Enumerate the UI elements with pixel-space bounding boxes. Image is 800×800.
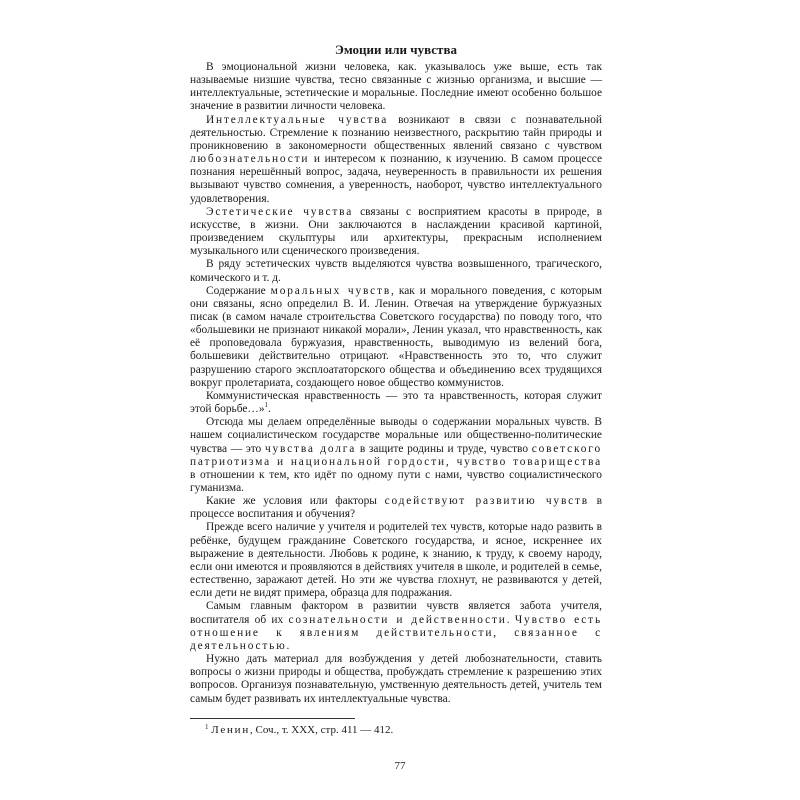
- paragraph-10: [190, 600, 602, 653]
- paragraph-7: [190, 416, 602, 495]
- paragraph-4: В ряду эстетических чувств выделяются чувства возвышенного, трагического, комического и т. д.: [190, 258, 602, 284]
- paragraph-5: [190, 285, 602, 390]
- footnote-text: , Соч., т. XXX, стр. 411 — 412.: [249, 724, 394, 736]
- text-run: и интересом к познанию, к изучению. В самом процессе познания нерешённый вопрос, задача, неуверенность в правильности их решения вызывают чувство сомнения, а уверенность, наоборот, чувство интеллектуального удовлетворения.: [190, 153, 602, 205]
- text-run: Самым главным фактором в развитии чувств является забота учителя, воспитателя об их: [190, 600, 602, 626]
- text-run: в процессе воспитания и обучения?: [190, 495, 602, 521]
- footnote-mark: 1: [205, 723, 209, 731]
- footnote: [205, 724, 393, 737]
- text-run: , как и морального поведения, с которым они связаны, ясно определил В. И. Ленин. Отвечая на утверждение буржуазных писак (в самом начале строительства Советского государства) по поводу того, что «большевики не признают никакой морали», Ленин указал, что нравственность, как её проповедовала буржуазия, нравственность, выводимую из велений бога, большевики действительно отрицают. «Нравственность это то, что служит разрушению старого эксплоататорского общества и объединению всех трудящихся вокруг пролетариата, создающего новое общество коммунистов.: [190, 284, 602, 389]
- text-run: .: [286, 639, 290, 652]
- emphasized-text: сознательности и действенности: [288, 613, 507, 626]
- text-run: .: [506, 613, 515, 626]
- paragraph-2: [190, 114, 602, 206]
- footnote-divider: [190, 718, 355, 719]
- text-run: Отсюда мы делаем определённые выводы о содержании моральных чувств. В нашем социалистическом государстве моральные или общественно-политические чувства — это: [190, 416, 602, 455]
- emphasized-text: чувства долга: [264, 442, 357, 455]
- emphasized-text: содействуют развитию чувств: [384, 495, 589, 508]
- paragraph-6: Коммунистическая нравственность — это та нравственность, которая служит этой борьбе…»$^1$.: [190, 389, 602, 416]
- emphasized-text: советского патриотизма и национальной гордости, чувство товарищества: [190, 442, 602, 468]
- paragraph-3: [190, 206, 602, 259]
- text-column: [190, 42, 602, 706]
- text-run: Содержание: [206, 284, 271, 297]
- paragraph-1: В эмоциональной жизни человека, как. указывалось уже выше, есть так называемые низшие чувства, тесно связанные с жизнью организма, и высшие — интеллектуальные, эстетические и моральные. Последние имеют особенно большое значение в развитии личности человека.: [190, 61, 602, 113]
- emphasized-text: Эстетические чувства: [206, 205, 354, 218]
- text-run: связаны с восприятием красоты в природе, в искусстве, в жизни. Они заключаются в наслаждении красивой картиной, произведением скульптуры или архитектуры, прекрасным исполнением музыкального или сценического произведения.: [190, 205, 602, 258]
- paragraph-9: Прежде всего наличие у учителя и родителей тех чувств, которые надо развить в ребёнке, будущем гражданине Советского государства, и ясное, искреннее их выражение в деятельности. Любовь к родине, к знанию, к труду, к своему народу, если они имеются и проявляются в действиях учителя в школе, и родителей в семье, естественно, заражают детей. Но эти же чувства глохнут, не развиваются у детей, если дети не видят примера, образца для подражания.: [190, 521, 602, 600]
- emphasized-text: любознательности: [190, 153, 310, 166]
- page-number: 77: [394, 760, 406, 772]
- text-run: в защите родины и труде, чувство: [356, 442, 532, 455]
- footnote-author: Ленин: [211, 724, 250, 736]
- page-title: Эмоции или чувства: [335, 42, 457, 57]
- paragraph-8: [190, 495, 602, 521]
- emphasized-text: Интеллектуальные чувства: [206, 113, 389, 126]
- paragraph-6-text: Коммунистическая нравственность — это та нравственность, которая служит этой борьбе…»: [190, 389, 602, 416]
- text-run: в отношении к тем, кто идёт по одному пути с нами, чувство социалистического гуманизма.: [190, 468, 602, 494]
- paragraph-11: Нужно дать материал для возбуждения у детей любознательности, ставить вопросы о жизни природы и общества, пробуждать стремление к разрешению этих вопросов. Организуя познавательную, умственную деятельность детей, учитель тем самым будет развивать их интеллектуальные чувства.: [190, 653, 602, 705]
- emphasized-text: Чувство есть отношение к явлениям действительности, связанное с деятельностью: [190, 613, 602, 652]
- text-run: Какие же условия или факторы: [206, 495, 385, 508]
- emphasized-text: моральных чувств: [270, 284, 392, 297]
- text-run: возникают в связи с познавательной деятельностью. Стремление к познанию неизвестного, раскрытию тайн природы и проникновению в закономерности общественных явлений связано с чувством: [190, 113, 602, 152]
- footnote-reference[interactable]: 1: [264, 401, 269, 410]
